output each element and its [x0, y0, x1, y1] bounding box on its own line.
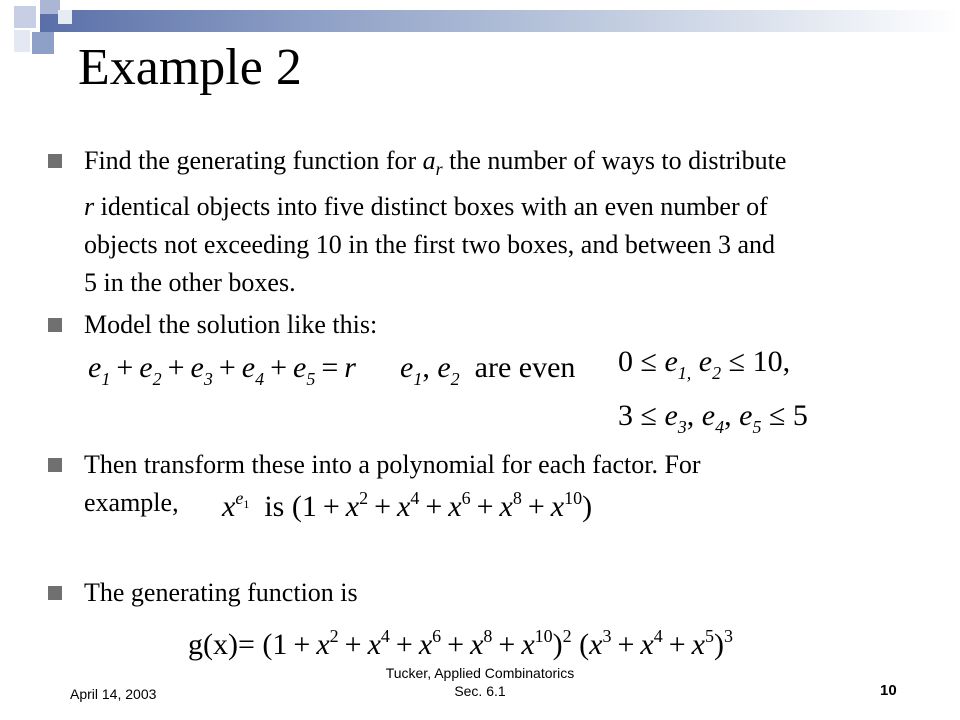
- slide-title: Example 2: [78, 39, 302, 96]
- decor-square: [40, 0, 60, 14]
- header-gradient-bar: [40, 10, 960, 32]
- bullet-2-text: Model the solution like this:: [84, 310, 378, 339]
- b3-line1: Then transform these into a polynomial for each factor. For: [84, 450, 701, 479]
- equation-even: $e_1$, $e_2$ are even: [400, 351, 576, 389]
- b1-post: the number of ways to distribute: [442, 146, 787, 175]
- footer-date: April 14, 2003: [70, 686, 157, 702]
- bullet-4-text: The generating function is: [84, 578, 358, 607]
- bullet-marker: [48, 154, 62, 168]
- bullet-1-text: [84, 142, 954, 302]
- bullet-marker: [48, 458, 62, 472]
- b1-line2: identical objects into five distinct boxes with an even number of: [94, 192, 768, 222]
- b1-line4: 5 in the other boxes.: [84, 268, 296, 298]
- decor-square: [14, 6, 36, 28]
- footer-course-line-2: Sec. 6.1: [454, 683, 506, 699]
- decor-square: [32, 32, 54, 54]
- footer-course-line-1: Tucker, Applied Combinatorics: [385, 665, 575, 681]
- bullet-marker: [48, 586, 62, 600]
- equation-range-2: $3 \le e_3$, $e_4$, $e_5 \le 5$: [618, 399, 808, 437]
- r-sub: r: [435, 159, 443, 180]
- equation-sum: $e_1 + e_2 + e_3 + e_4 + e_5 = r$: [88, 351, 356, 389]
- page-number: 10: [880, 682, 897, 699]
- footer-course: [360, 664, 600, 700]
- decor-square: [58, 10, 72, 24]
- b3-line2: example,: [84, 488, 179, 517]
- decor-square: [14, 30, 30, 52]
- b1-line3: objects not exceeding 10 in the first two boxes, and between 3 and: [84, 230, 775, 260]
- r-var: r: [84, 192, 95, 222]
- example-is: is: [264, 490, 285, 523]
- a-var: a: [422, 146, 436, 175]
- equation-example: $x^{e_1}$ is $(1 + x^2 + x^4 + x^6 + x^8 + x^{10})$: [222, 488, 593, 523]
- b1-pre: Find the generating function for: [84, 146, 423, 175]
- equation-range-1: $0 \le e_{1,}$ $e_2 \le 10$,: [618, 345, 791, 383]
- equation-generating-function: $g(x)= (1 + x^2 + x^4 + x^6 + x^8 + x^{10})^2$ $(x^3 + x^4 + x^5)^3$: [188, 626, 733, 661]
- bullet-marker: [48, 318, 62, 332]
- gx-prefix: g(x)=: [188, 628, 255, 661]
